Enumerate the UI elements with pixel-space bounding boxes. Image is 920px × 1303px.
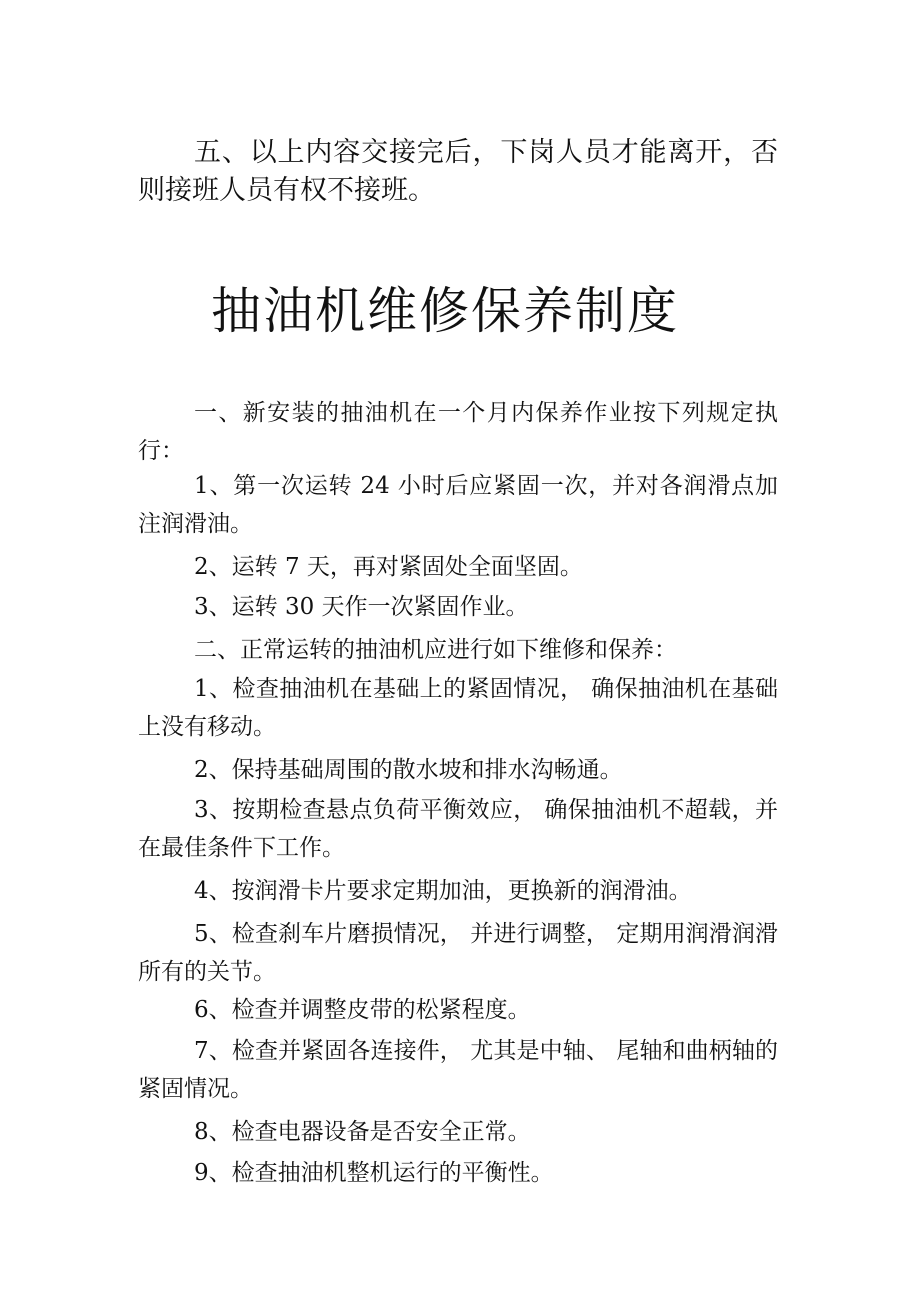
section1-heading: 一、新安装的抽油机在一个月内保养作业按下列规定执行： [138,400,778,464]
section1-item-1: 1、第一次运转 24 小时后应紧固一次，并对各润滑点加注润滑油。 [138,473,778,537]
section2-item-6: 6、检查并调整皮带的松紧程度。 [194,997,531,1023]
section2-item-8: 8、检查电器设备是否安全正常。 [194,1119,531,1145]
section2-item-9: 9、检查抽油机整机运行的平衡性。 [194,1160,554,1186]
section2-item-7: 7、检查并紧固各连接件， 尤其是中轴、 尾轴和曲柄轴的紧固情况。 [138,1038,778,1102]
section1-item-2: 2、运转 7 天，再对紧固处全面坚固。 [194,554,583,580]
section2-item-4: 4、按润滑卡片要求定期加油，更换新的润滑油。 [194,878,692,904]
section2-heading: 二、正常运转的抽油机应进行如下维修和保养： [194,637,677,663]
section2-item-1: 1、检查抽油机在基础上的紧固情况， 确保抽油机在基础上没有移动。 [138,676,778,740]
intro-paragraph-5: 五、以上内容交接完后，下岗人员才能离开，否则接班人员有权不接班。 [138,137,778,206]
section2-item-2: 2、保持基础周围的散水坡和排水沟畅通。 [194,757,623,783]
section1-item-3: 3、运转 30 天作一次紧固作业。 [194,594,529,620]
document-title: 抽油机维修保养制度 [211,282,679,340]
section2-item-3: 3、按期检查悬点负荷平衡效应， 确保抽油机不超载，并在最佳条件下工作。 [138,797,778,861]
section2-item-5: 5、检查刹车片磨损情况， 并进行调整， 定期用润滑润滑所有的关节。 [138,921,778,985]
